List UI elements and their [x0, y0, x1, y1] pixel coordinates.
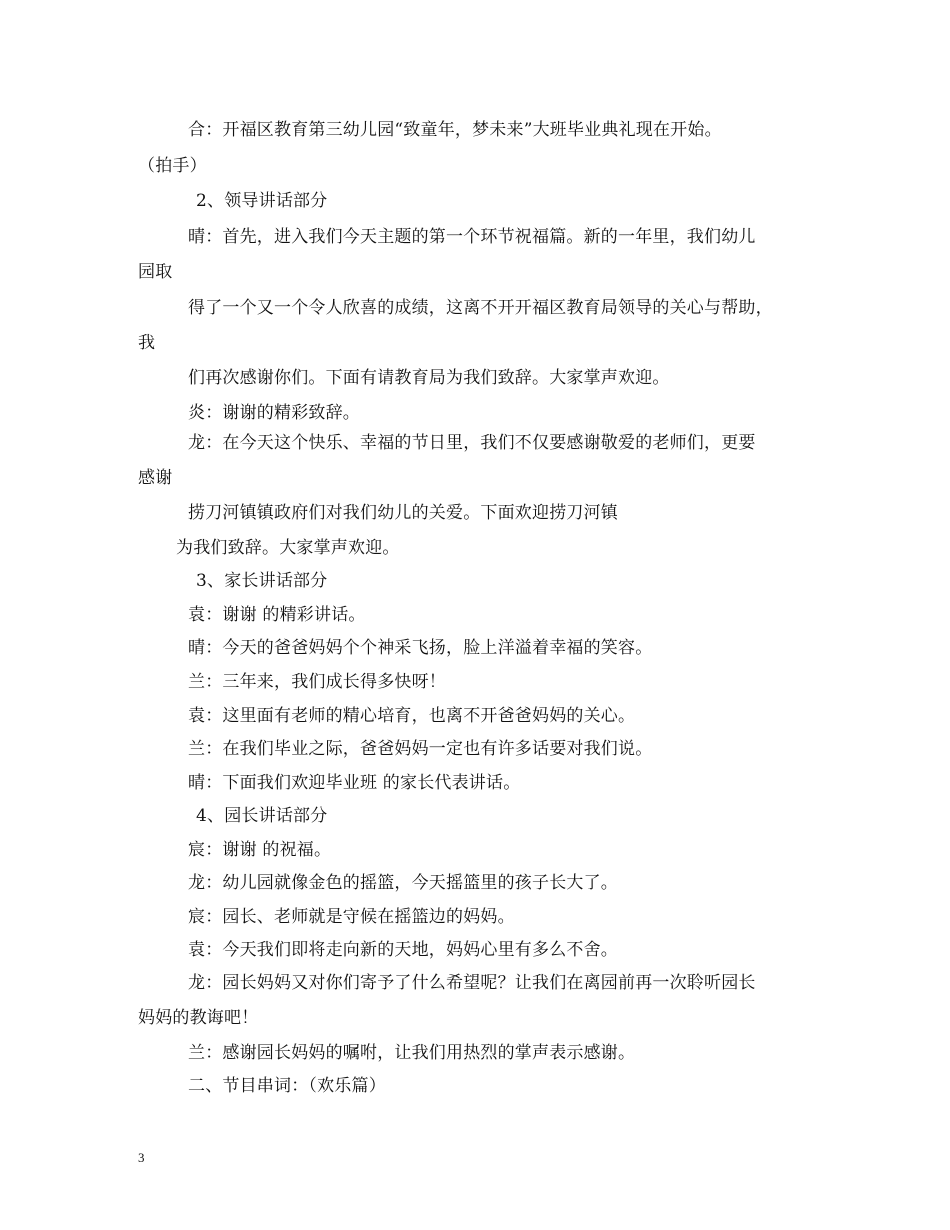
text-line: 袁：今天我们即将走向新的天地，妈妈心里有多么不舍。 — [188, 940, 618, 960]
text-line: 为我们致辞。大家掌声欢迎。 — [176, 538, 400, 558]
text-line: 袁：这里面有老师的精心培育，也离不开爸爸妈妈的关心。 — [188, 706, 636, 726]
text-line: 捞刀河镇镇政府们对我们幼儿的关爱。下面欢迎捞刀河镇 — [188, 503, 618, 523]
text-line: 兰：感谢园长妈妈的嘱咐，让我们用热烈的掌声表示感谢。 — [188, 1043, 636, 1063]
text-line: 袁：谢谢 的精彩讲话。 — [188, 605, 366, 625]
text-line: 得了一个又一个令人欣喜的成绩，这离不开开福区教育局领导的关心与帮助， — [188, 298, 773, 318]
text-line: 宸：园长、老师就是守候在摇篮边的妈妈。 — [188, 907, 515, 927]
text-line: 兰：三年来，我们成长得多快呀！ — [188, 672, 446, 692]
text-line: 宸：谢谢 的祝福。 — [188, 840, 332, 860]
text-line: 龙：在今天这个快乐、幸福的节日里，我们不仅要感谢敬爱的老师们，更要 — [188, 433, 756, 453]
page-number: 3 — [138, 1150, 145, 1165]
text-line: 兰：在我们毕业之际，爸爸妈妈一定也有许多话要对我们说。 — [188, 739, 653, 759]
text-line: （拍手） — [138, 156, 207, 176]
text-line: 炎：谢谢的精彩致辞。 — [188, 403, 360, 423]
text-line: 我 — [138, 333, 156, 353]
text-line: 感谢 — [138, 468, 173, 488]
text-line: 合：开福区教育第三幼儿园“致童年，梦未来”大班毕业典礼现在开始。 — [188, 120, 722, 140]
text-line: 园取 — [138, 262, 173, 282]
section-heading: 4、园长讲话部分 — [196, 806, 328, 826]
text-line: 妈妈的教诲吧！ — [138, 1008, 259, 1028]
text-line: 龙：园长妈妈又对你们寄予了什么希望呢？让我们在离园前再一次聆听园长 — [188, 973, 756, 993]
text-line: 晴：今天的爸爸妈妈个个神采飞扬，脸上洋溢着幸福的笑容。 — [188, 638, 653, 658]
section-heading: 2、领导讲话部分 — [196, 191, 328, 211]
section-heading: 二、节目串词：（欢乐篇） — [188, 1076, 386, 1096]
text-line: 晴：下面我们欢迎毕业班 的家长代表讲话。 — [188, 773, 521, 793]
section-heading: 3、家长讲话部分 — [196, 571, 328, 591]
text-line: 们再次感谢你们。下面有请教育局为我们致辞。大家掌声欢迎。 — [188, 368, 670, 388]
text-line: 龙：幼儿园就像金色的摇篮，今天摇篮里的孩子长大了。 — [188, 873, 618, 893]
text-line: 晴：首先，进入我们今天主题的第一个环节祝福篇。新的一年里，我们幼儿 — [188, 227, 756, 247]
